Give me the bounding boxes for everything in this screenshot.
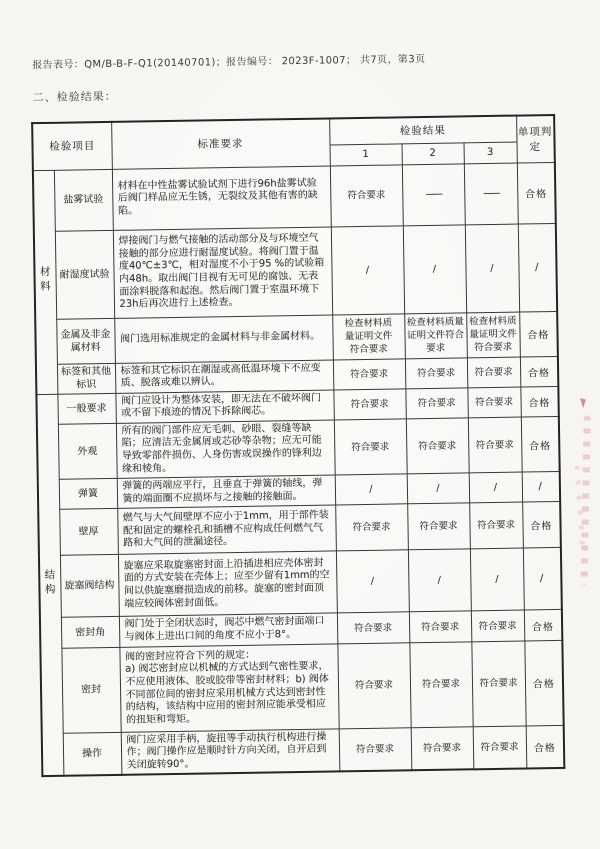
result-cell-1: 符合要求 <box>337 642 410 728</box>
item-cell: 密封角 <box>61 617 119 648</box>
result-cell-1: 符合要求 <box>335 504 408 551</box>
result-cell-2: 符合要求 <box>405 357 467 388</box>
result-cell-2: 符合要求 <box>407 503 470 550</box>
verdict-cell: 合格 <box>524 610 562 641</box>
header-sample-1: 1 <box>330 143 402 165</box>
standard-cell: 燃气与大气间壁厚不应小于1mm，用于部件装配和固定的螺栓孔和插槽不应构成任何燃气气路和大气间的泄漏途径。 <box>117 505 336 554</box>
standard-cell: 阀门应采用手柄，旋扭等手动执行机构进行操作；阀门操作应是顺时针方向关闭，自开启到关闭旋转90°。 <box>121 729 340 776</box>
standard-cell: 标签和其它标识在潮湿或高低温环境下不应变质、脱落或难以辨认。 <box>115 359 333 393</box>
result-cell-2: 符合要求 <box>409 641 472 727</box>
red-pen-mark <box>577 398 585 408</box>
result-cell-1: 符合要求 <box>337 612 409 643</box>
result-cell-2: 符合要求 <box>409 611 471 642</box>
header-standard-requirement: 标准要求 <box>111 119 330 169</box>
result-cell-3: 符合要求 <box>467 387 520 418</box>
verdict-cell: / <box>523 548 562 611</box>
result-cell-1: 符合要求 <box>333 389 405 420</box>
result-cell-3: 符合要求 <box>469 502 523 549</box>
table-row <box>39 548 562 618</box>
standard-cell: 阀的密封应符合下列的规定： a) 阀芯密封应以机械的方式达到气密性要求，不应使用液体、胶或胶带等密封材料；b) 阀体不同部位间的密封应采用机械方式达到密封性的结构，该结构中应用的密封剂应能承受相应的扭矩和弯矩。 <box>119 644 338 732</box>
report-meta-line: 报告表号：QM/B-B-F-Q1(20140701)；报告编号： 2023F-1007； 共7页，第3页 <box>32 53 426 72</box>
verdict-cell: 合格 <box>520 386 558 417</box>
result-cell-2: 符合要求 <box>406 418 469 474</box>
verdict-cell: 合格 <box>519 311 558 357</box>
result-cell-1: 符合要求 <box>330 164 403 226</box>
result-cell-1: / <box>335 474 407 505</box>
item-cell: 操作 <box>63 732 122 776</box>
standard-cell: 所有的阀门部件应无毛刺、砂眼、裂缝等缺陷；应清洁无金属屑或芯砂等杂物；应无可能导致零部件损伤、人身伤害或误操作的锋利边缘和棱角。 <box>116 420 335 479</box>
standard-cell: 阀门应设计为整体安装，即无法在不破坏阀门或不留下痕迹的情况下拆除阀芯。 <box>115 390 333 424</box>
item-cell: 弹簧 <box>59 479 117 510</box>
standard-cell: 焊接阀门与燃气接触的活动部分及与环境空气接触的部分应进行耐湿度试验。将阀门置于温度40℃±3℃，相对湿度不小于95 %的试验箱内48h。取出阀门目视有无可见的腐蚀、无表面涂料脱落和起泡。然后阀门置于室温环境下23h后再次进行上述检查。 <box>113 226 332 317</box>
item-cell: 旋塞阀结构 <box>60 555 119 618</box>
result-cell-3: / <box>465 224 519 313</box>
verdict-cell: 合格 <box>526 725 565 769</box>
result-cell-3: —— <box>464 163 518 225</box>
verdict-cell: 合格 <box>522 502 561 549</box>
item-cell: 一般要求 <box>57 393 115 424</box>
result-cell-3: 符合要求 <box>467 357 520 388</box>
result-cell-1: 符合要求 <box>339 727 412 771</box>
table-row <box>42 725 565 776</box>
result-cell-3: 符合要求 <box>473 726 527 770</box>
result-cell-1: / <box>331 225 404 314</box>
header-inspection-item: 检验项目 <box>32 122 112 170</box>
item-cell: 盐雾试验 <box>54 169 113 231</box>
result-cell-1: / <box>336 550 409 613</box>
table-row <box>38 502 561 556</box>
table-row <box>40 640 563 733</box>
section-title: 二、检验结果： <box>32 89 117 105</box>
item-cell: 外观 <box>58 423 117 479</box>
standard-cell: 旋塞应采取旋塞密封面上沿插进相应壳体密封面的方式安装在壳体上；应至少留有1mm的空间以供旋塞磨损造成的前移。旋塞的密封面顶端应较阀体密封面低。 <box>118 551 337 616</box>
result-cell-3: / <box>469 472 522 503</box>
verdict-cell: / <box>518 223 557 312</box>
group-label-material: 材料 <box>33 170 58 394</box>
standard-cell: 阀门处于全闭状态时，阀芯中燃气密封面端口与阀体上进出口间的角度不应小于8°。 <box>119 613 337 647</box>
result-cell-2: 符合要求 <box>411 726 474 770</box>
header-sample-3: 3 <box>464 142 517 164</box>
item-cell: 壁厚 <box>59 509 118 556</box>
header-inspection-results: 检验结果 <box>329 116 516 145</box>
table-row <box>33 162 556 231</box>
inspection-results-table <box>31 114 565 778</box>
result-cell-3: 符合要求 <box>471 641 525 727</box>
standard-cell: 弹簧的两端应平行，且垂直于弹簧的轴线，弹簧的端面圈不应损坏与之接触的接触面。 <box>117 475 335 509</box>
item-cell: 金属及非金属材料 <box>56 318 115 364</box>
result-cell-2: / <box>403 224 466 313</box>
verdict-cell: 合格 <box>520 356 558 387</box>
result-cell-3: 符合要求 <box>471 610 524 641</box>
verdict-cell: 合格 <box>517 162 556 224</box>
standard-cell: 材料在中性盐雾试验试剂下进行96h盐雾试验后阀门样品应无生锈，无裂纹及其他有害的缺陷。 <box>112 165 331 229</box>
result-cell-2: 符合要求 <box>405 388 467 419</box>
table-row <box>34 223 557 319</box>
header-item-verdict: 单项判定 <box>516 115 555 163</box>
standard-cell: 阀门选用标准规定的金属材料与非金属材料。 <box>114 314 333 362</box>
item-cell: 耐湿度试验 <box>55 230 114 319</box>
group-label-structure: 结构 <box>36 394 63 777</box>
result-cell-2: / <box>408 549 471 612</box>
table-row <box>37 416 560 480</box>
verdict-cell: / <box>522 472 560 503</box>
verdict-cell: 合格 <box>521 416 560 472</box>
result-cell-3: / <box>470 548 524 611</box>
result-cell-3: 检查材料质 量证明文件 符合要求 <box>466 312 520 358</box>
result-cell-2: —— <box>402 163 465 225</box>
result-cell-1: 符合要求 <box>334 419 407 475</box>
result-cell-2: 检查材料质量 证明文件符合 要求 <box>404 312 467 358</box>
result-cell-1: 检查材料质 量证明文件 符合要求 <box>332 313 405 359</box>
handwriting-bleed-mark <box>581 415 591 585</box>
result-cell-3: 符合要求 <box>468 417 522 473</box>
verdict-cell: 合格 <box>524 640 563 726</box>
header-sample-2: 2 <box>402 142 464 164</box>
result-cell-1: 符合要求 <box>333 358 405 389</box>
item-cell: 密封 <box>61 647 120 733</box>
item-cell: 标签和其他标识 <box>57 363 115 394</box>
result-cell-2: / <box>407 473 469 504</box>
